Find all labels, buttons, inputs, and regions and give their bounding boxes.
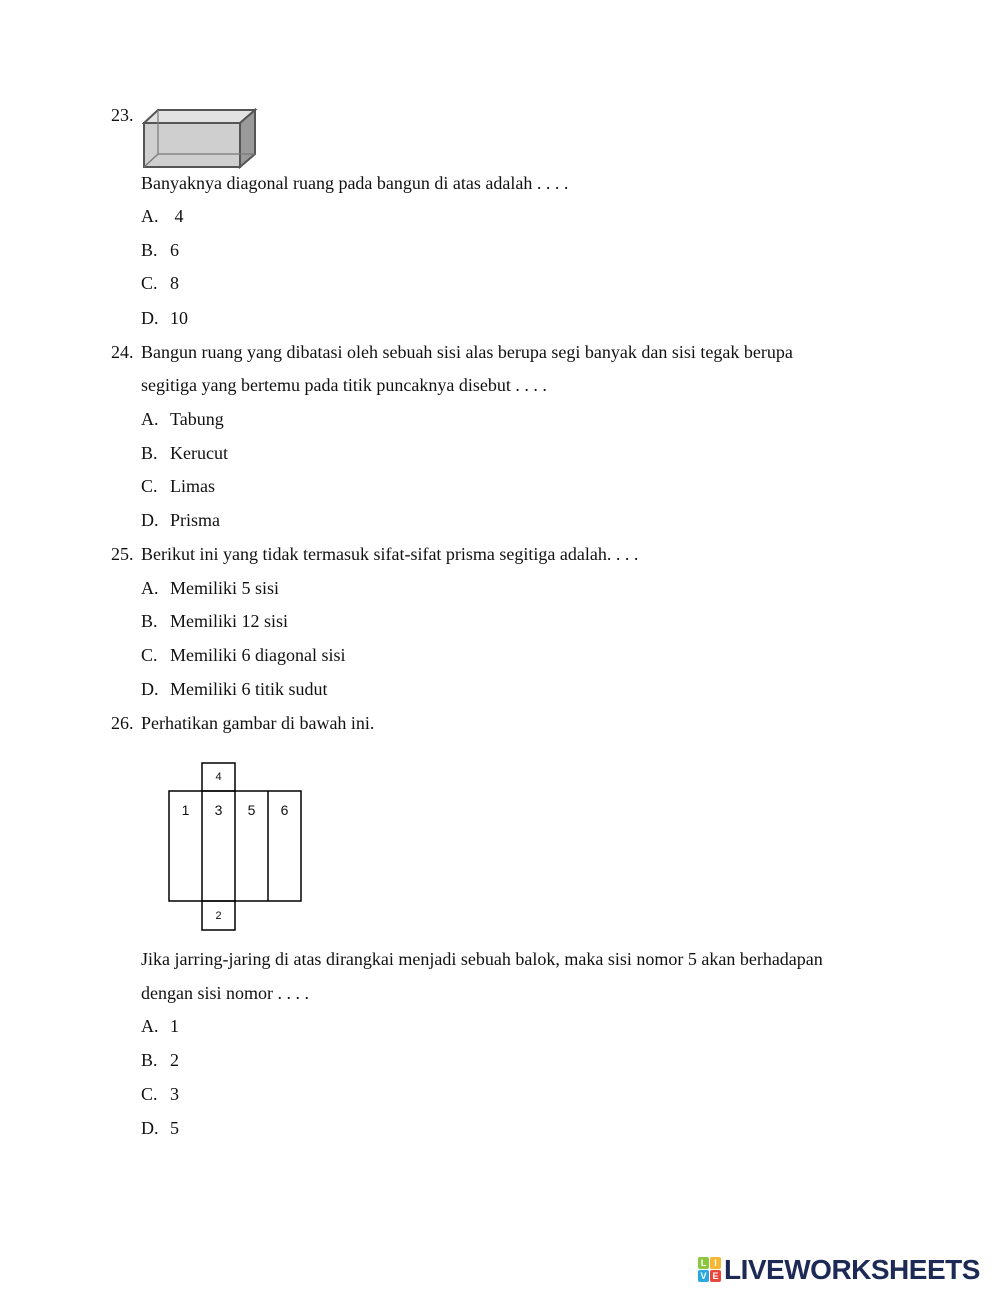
option-text: 3 [170,1084,179,1104]
option-letter: B. [141,611,158,631]
net-face-6-label: 6 [280,802,289,818]
question-26-option-b[interactable] [141,1050,179,1070]
question-24-option-c[interactable] [141,476,215,496]
option-letter: C. [141,273,158,293]
option-letter: A. [141,1016,159,1036]
question-26-text2-line1: Jika jarring-jaring di atas dirangkai menjadi sebuah balok, maka sisi nomor 5 akan berhadapan [141,949,823,969]
option-letter: B. [141,1050,158,1070]
option-letter: A. [141,206,159,226]
question-25-text: Berikut ini yang tidak termasuk sifat-sifat prisma segitiga adalah. . . . [141,544,639,564]
net-face-bottom-label: 2 [215,910,222,922]
option-text: Prisma [170,510,221,530]
logo-icon-letter-l: L [700,1258,707,1268]
question-25-option-d[interactable] [141,679,328,699]
option-letter: D. [141,1118,159,1138]
question-24-option-d[interactable] [141,510,220,530]
question-23-option-d[interactable] [141,308,188,328]
option-text: Kerucut [170,443,228,463]
net-face-5-label: 5 [247,802,256,818]
question-24-number: 24. [111,342,134,362]
option-text: 6 [170,240,179,260]
question-24-text-line1: Bangun ruang yang dibatasi oleh sebuah sisi alas berupa segi banyak dan sisi tegak berupa [141,342,793,362]
question-25-number: 25. [111,544,134,564]
option-letter: B. [141,443,158,463]
liveworksheets-logo-icon [698,1257,722,1283]
cuboid-figure [142,107,258,169]
option-letter: B. [141,240,158,260]
question-23-option-a[interactable] [141,206,184,226]
option-text: Memiliki 12 sisi [170,611,289,631]
option-text: 1 [170,1016,179,1036]
question-25-option-b[interactable] [141,611,288,631]
net-face-1-label: 1 [181,802,190,818]
option-letter: A. [141,578,159,598]
option-letter: C. [141,476,158,496]
cuboid-net-diagram [168,762,302,932]
question-25-option-a[interactable] [141,578,279,598]
net-face-top-label: 4 [215,771,222,783]
option-text: Memiliki 5 sisi [170,578,280,598]
option-text: Memiliki 6 titik sudut [170,679,328,699]
option-letter: C. [141,1084,158,1104]
question-23-option-c[interactable] [141,273,179,293]
option-letter: A. [141,409,159,429]
option-text: Limas [170,476,215,496]
logo-icon-letter-i: I [714,1258,717,1268]
question-24-text-line2: segitiga yang bertemu pada titik puncaknya disebut . . . . [141,375,547,395]
question-26-text: Perhatikan gambar di bawah ini. [141,713,375,733]
question-24-option-b[interactable] [141,443,228,463]
question-26-option-a[interactable] [141,1016,179,1036]
option-letter: D. [141,510,159,530]
question-26-option-c[interactable] [141,1084,179,1104]
option-text: 4 [170,206,184,226]
option-text: 10 [170,308,188,328]
option-text: 2 [170,1050,179,1070]
liveworksheets-logo[interactable] [698,1255,980,1285]
question-23-option-b[interactable] [141,240,179,260]
option-text: Tabung [170,409,224,429]
question-26-option-d[interactable] [141,1118,179,1138]
option-letter: D. [141,679,159,699]
logo-icon-letter-e: E [712,1271,719,1281]
option-letter: C. [141,645,158,665]
question-25-option-c[interactable] [141,645,346,665]
option-letter: D. [141,308,159,328]
question-24-option-a[interactable] [141,409,224,429]
net-face-3-label: 3 [214,802,223,818]
option-text: Memiliki 6 diagonal sisi [170,645,346,665]
cuboid-net-lines [168,762,302,932]
question-26-number: 26. [111,713,134,733]
option-text: 5 [170,1118,179,1138]
question-23-text: Banyaknya diagonal ruang pada bangun di atas adalah . . . . [141,173,569,193]
option-text: 8 [170,273,179,293]
logo-icon-letter-v: V [700,1271,707,1281]
liveworksheets-logo-text: LIVEWORKSHEETS [724,1254,980,1285]
question-23-number: 23. [111,105,134,125]
question-26-text2-line2: dengan sisi nomor . . . . [141,983,309,1003]
